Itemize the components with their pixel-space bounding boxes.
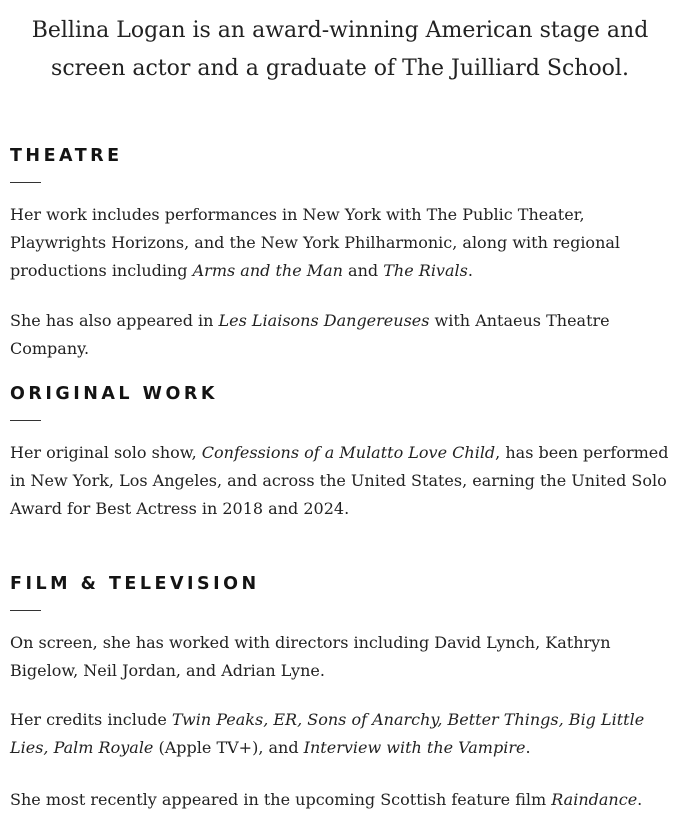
- production-title: Les Liaisons Dangereuses: [218, 311, 430, 330]
- section-divider-original-work: [10, 420, 41, 421]
- text-run: She has also appeared in: [10, 311, 219, 330]
- text-run: Her original solo show,: [10, 443, 202, 462]
- text-run: .: [525, 738, 531, 757]
- credits-titles: Twin Peaks, ER, Sons of Anarchy, Better Things, Big Little Lies, Palm Royale: [10, 710, 645, 757]
- section-heading-film-television: FILM & TELEVISION: [10, 574, 260, 594]
- show-title: Confessions of a Mulatto Love Child: [201, 443, 496, 462]
- text-run: Her work includes performances in New York with The Public Theater, Playwrights Horizons, and the New York Philharmonic, along with regional productions including: [10, 205, 621, 280]
- film-tv-paragraph-2: [10, 706, 672, 762]
- section-heading-theatre: THEATRE: [10, 146, 123, 166]
- section-heading-original-work: ORIGINAL WORK: [10, 384, 218, 404]
- text-run: with Antaeus Theatre Company.: [10, 311, 610, 358]
- production-title: Arms and the Man: [192, 261, 343, 280]
- theatre-paragraph-2: [10, 307, 672, 363]
- intro-line-2: screen actor and a graduate of The Juilliard School.: [51, 56, 629, 81]
- intro-line-1: Bellina Logan is an award-winning American stage and: [31, 18, 649, 43]
- original-work-paragraph-1: [10, 439, 672, 523]
- section-divider-theatre: [10, 182, 41, 183]
- film-tv-paragraph-3: [10, 786, 672, 814]
- production-title: The Rivals: [383, 261, 468, 280]
- credit-title: Interview with the Vampire: [303, 738, 526, 757]
- film-tv-paragraph-1: [10, 629, 672, 685]
- section-divider-film-television: [10, 610, 41, 611]
- intro-statement: [0, 12, 680, 88]
- text-run: Her credits include: [10, 710, 172, 729]
- text-run: (Apple TV+), and: [153, 738, 304, 757]
- text-run: and: [342, 261, 384, 280]
- film-title: Raindance: [551, 790, 638, 809]
- text-run: .: [637, 790, 643, 809]
- text-run: She most recently appeared in the upcoming Scottish feature film: [10, 790, 552, 809]
- text-run: On screen, she has worked with directors including David Lynch, Kathryn Bigelow, Neil Jordan, and Adrian Lyne.: [10, 633, 611, 680]
- text-run: , has been performed in New York, Los Angeles, and across the United States, earning the United Solo Award for Best Actress in 2018 and 2024.: [10, 443, 669, 518]
- text-run: .: [467, 261, 473, 280]
- theatre-paragraph-1: [10, 201, 672, 285]
